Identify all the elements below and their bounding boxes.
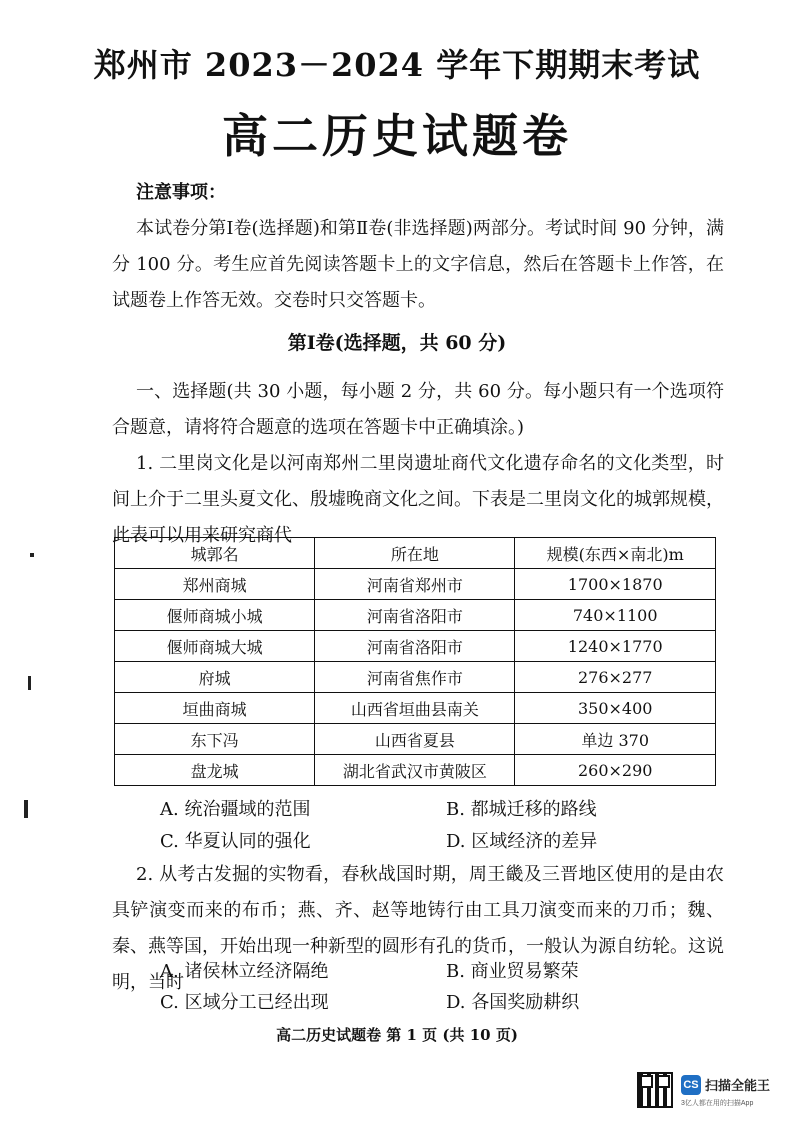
city-scale-table bbox=[114, 537, 716, 786]
table-cell: 山西省垣曲县南关 bbox=[315, 693, 515, 724]
question-2-option-c: C. 区域分工已经出现 bbox=[160, 992, 329, 1013]
table-cell: 河南省焦作市 bbox=[315, 662, 515, 693]
table-cell: 1240×1770 bbox=[515, 631, 716, 662]
table-row bbox=[115, 693, 716, 724]
table-row bbox=[115, 755, 716, 786]
table-cell: 湖北省武汉市黄陂区 bbox=[315, 755, 515, 786]
table-cell: 河南省洛阳市 bbox=[315, 631, 515, 662]
question-2-option-a: A. 诸侯林立经济隔绝 bbox=[160, 961, 329, 982]
table-header-cell: 规模(东西×南北)m bbox=[515, 538, 716, 569]
section-instructions: 一、选择题(共 30 小题，每小题 2 分，共 60 分。每小题只有一个选项符合题意，请将符合题意的选项在答题卡中正确填涂。) bbox=[112, 381, 724, 438]
table-row bbox=[115, 600, 716, 631]
question-1-option-a: A. 统治疆域的范围 bbox=[160, 799, 311, 820]
table-cell: 河南省郑州市 bbox=[315, 569, 515, 600]
camscanner-logo-icon: CS bbox=[681, 1075, 701, 1095]
page-footer: 高二历史试题卷 第 1 页 (共 10 页) bbox=[276, 1026, 518, 1044]
table-cell: 垣曲商城 bbox=[115, 693, 315, 724]
table-row bbox=[115, 662, 716, 693]
question-1-option-b: B. 都城迁移的路线 bbox=[446, 799, 597, 820]
table-cell: 350×400 bbox=[515, 693, 716, 724]
table-cell: 260×290 bbox=[515, 755, 716, 786]
table-cell: 276×277 bbox=[515, 662, 716, 693]
scanner-app-tagline: 3亿人都在用的扫描App bbox=[681, 1100, 754, 1107]
question-1-option-c: C. 华夏认同的强化 bbox=[160, 831, 311, 852]
table-cell: 郑州商城 bbox=[115, 569, 315, 600]
qr-code-icon bbox=[637, 1072, 673, 1108]
notice-heading: 注意事项： bbox=[136, 182, 226, 203]
table-cell: 偃师商城大城 bbox=[115, 631, 315, 662]
table-cell: 偃师商城小城 bbox=[115, 600, 315, 631]
question-1-stem: 1. 二里岗文化是以河南郑州二里岗遗址商代文化遗存命名的文化类型，时间上介于二里头夏文化、殷墟晚商文化之间。下表是二里岗文化的城郭规模，此表可以用来研究商代 bbox=[112, 453, 724, 546]
section-heading: 第Ⅰ卷(选择题，共 60 分) bbox=[287, 332, 507, 354]
scan-speck bbox=[28, 676, 31, 690]
exam-title: 郑州市 2023－2024 学年下期期末考试 bbox=[93, 46, 701, 84]
table-row bbox=[115, 569, 716, 600]
table-cell: 单边 370 bbox=[515, 724, 716, 755]
table-cell: 盘龙城 bbox=[115, 755, 315, 786]
table-header-row bbox=[115, 538, 716, 569]
notice-text: 本试卷分第Ⅰ卷(选择题)和第Ⅱ卷(非选择题)两部分。考试时间 90 分钟，满分 100 分。考生应首先阅读答题卡上的文字信息，然后在答题卡上作答，在试题卷上作答无效。交卷时只交答题卡。 bbox=[112, 218, 724, 311]
question-2-stem: 2. 从考古发掘的实物看，春秋战国时期，周王畿及三晋地区使用的是由农具铲演变而来的布币；燕、齐、赵等地铸行由工具刀演变而来的刀币；魏、秦、燕等国，开始出现一种新型的圆形有孔的货币，一般认为源自纺轮。这说明，当时 bbox=[112, 864, 724, 993]
table-row bbox=[115, 631, 716, 662]
question-1-option-d: D. 区域经济的差异 bbox=[446, 831, 598, 852]
table-header-cell: 所在地 bbox=[315, 538, 515, 569]
table-cell: 东下冯 bbox=[115, 724, 315, 755]
table-cell: 河南省洛阳市 bbox=[315, 600, 515, 631]
question-2-option-d: D. 各国奖励耕织 bbox=[446, 992, 580, 1013]
question-2-option-b: B. 商业贸易繁荣 bbox=[446, 961, 579, 982]
table-row bbox=[115, 724, 716, 755]
table-cell: 740×1100 bbox=[515, 600, 716, 631]
table-header-cell: 城郭名 bbox=[115, 538, 315, 569]
table-cell: 1700×1870 bbox=[515, 569, 716, 600]
scan-speck bbox=[24, 800, 28, 818]
scan-speck bbox=[30, 553, 34, 557]
table-cell: 山西省夏县 bbox=[315, 724, 515, 755]
table-cell: 府城 bbox=[115, 662, 315, 693]
scanner-app-name: 扫描全能王 bbox=[705, 1078, 771, 1093]
exam-subtitle: 高二历史试题卷 bbox=[222, 109, 572, 163]
